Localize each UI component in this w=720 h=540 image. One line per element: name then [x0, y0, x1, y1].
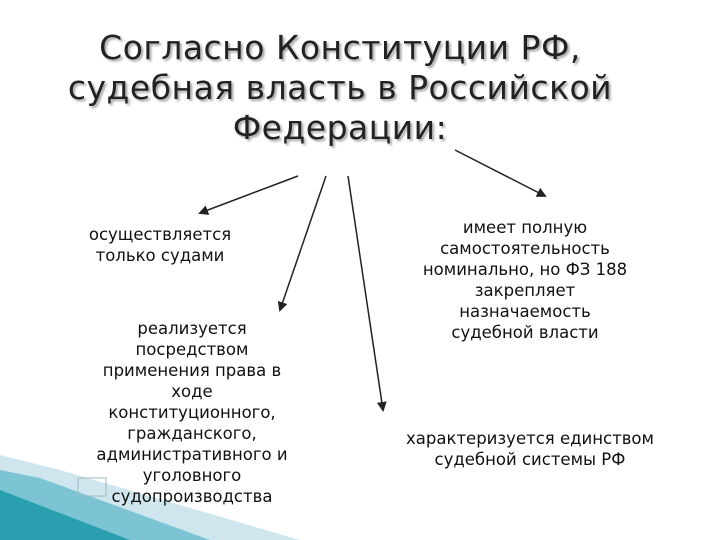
node-line: судопроизводства — [111, 487, 273, 506]
node-line: закрепляет — [474, 281, 576, 300]
node-line: конституционного, — [108, 403, 276, 422]
node-line: реализуется — [137, 319, 247, 338]
node-line: судебной системы РФ — [434, 450, 626, 469]
arrow-to-unity — [348, 176, 383, 410]
title-line: судебная власть в Российской — [67, 68, 613, 107]
node-line: уголовного — [142, 466, 242, 485]
node-line: осуществляется — [88, 225, 232, 244]
node-application-of-law — [82, 318, 302, 507]
node-independence — [395, 217, 655, 343]
node-line: самостоятельность — [440, 239, 610, 258]
node-line: применения права в — [102, 361, 282, 380]
node-line: номинально, но ФЗ 188 — [422, 260, 628, 279]
node-line: характеризуется единством — [406, 429, 654, 448]
title-line: Федерации: — [232, 108, 448, 147]
node-line: назначаемость — [459, 302, 591, 321]
node-line: имеет полную — [462, 218, 588, 237]
node-line: судебной власти — [451, 323, 599, 342]
node-line: только судами — [95, 246, 225, 265]
node-line: ходе — [171, 382, 213, 401]
arrow-to-application-of-law — [280, 176, 326, 310]
node-courts-only — [60, 224, 260, 266]
node-line: гражданского, — [127, 424, 257, 443]
arrow-to-courts-only — [200, 176, 298, 213]
title-line: Согласно Конституции РФ, — [99, 28, 581, 67]
node-unity — [360, 428, 700, 470]
arrow-to-independence — [455, 150, 545, 196]
node-line: посредством — [135, 340, 249, 359]
node-line: административного и — [96, 445, 288, 464]
